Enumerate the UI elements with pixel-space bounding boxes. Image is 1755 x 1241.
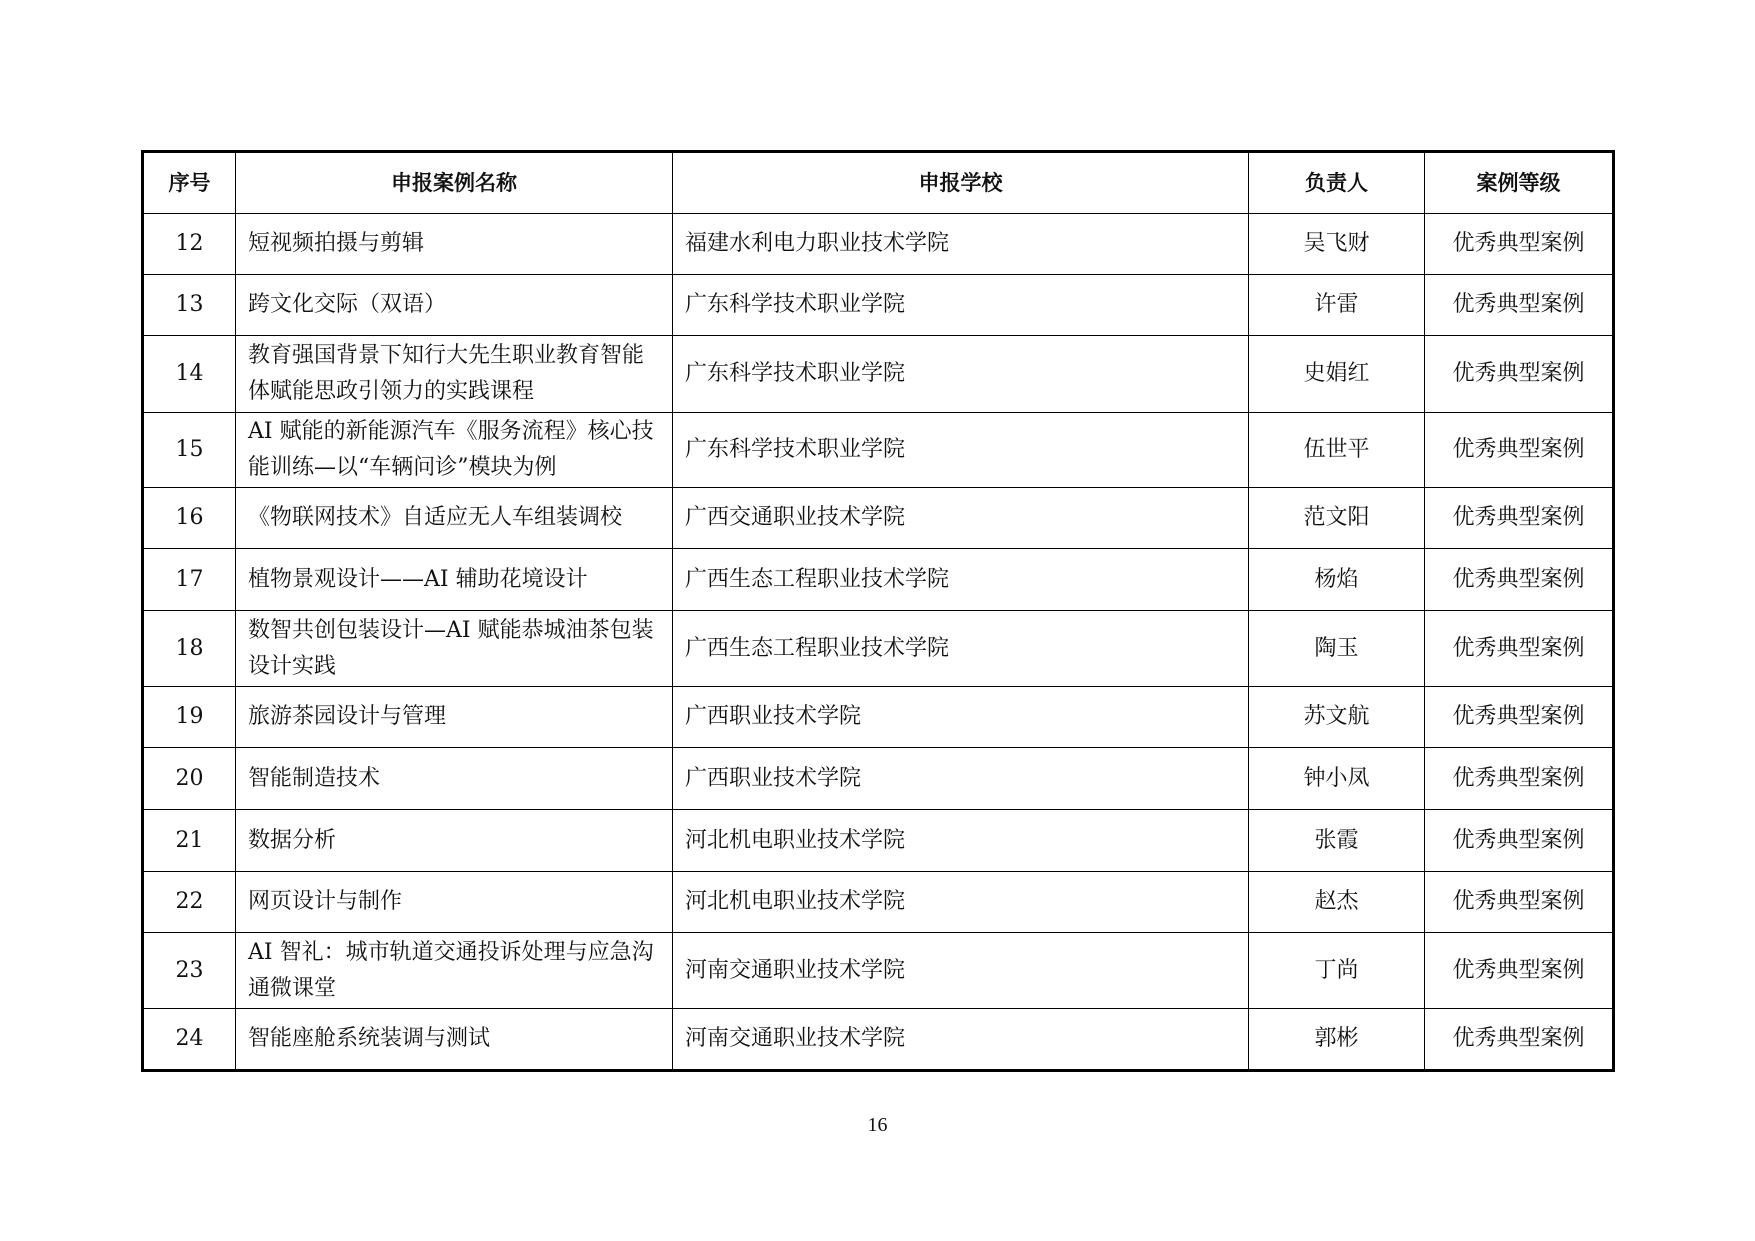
case-name: 《物联网技术》自适应无人车组装调校 [236, 488, 673, 549]
header-school: 申报学校 [673, 152, 1249, 214]
row-number: 14 [143, 336, 236, 413]
lead-person: 苏文航 [1249, 687, 1425, 748]
case-name: 智能座舱系统装调与测试 [236, 1009, 673, 1071]
table-row [143, 687, 1614, 748]
row-number: 13 [143, 275, 236, 336]
row-number: 19 [143, 687, 236, 748]
header-lead: 负责人 [1249, 152, 1425, 214]
table-row [143, 933, 1614, 1009]
school-name: 广东科学技术职业学院 [673, 336, 1249, 413]
case-level: 优秀典型案例 [1425, 214, 1614, 275]
table-row [143, 1009, 1614, 1071]
header-level: 案例等级 [1425, 152, 1614, 214]
lead-person: 郭彬 [1249, 1009, 1425, 1071]
row-number: 12 [143, 214, 236, 275]
school-name: 广西职业技术学院 [673, 687, 1249, 748]
school-name: 广西生态工程职业技术学院 [673, 611, 1249, 687]
case-level: 优秀典型案例 [1425, 810, 1614, 872]
lead-person: 赵杰 [1249, 872, 1425, 933]
case-name: 短视频拍摄与剪辑 [236, 214, 673, 275]
case-name: 旅游茶园设计与管理 [236, 687, 673, 748]
case-level: 优秀典型案例 [1425, 933, 1614, 1009]
lead-person: 许雷 [1249, 275, 1425, 336]
table-row [143, 413, 1614, 488]
case-level: 优秀典型案例 [1425, 687, 1614, 748]
case-level: 优秀典型案例 [1425, 549, 1614, 611]
header-case-name: 申报案例名称 [236, 152, 673, 214]
lead-person: 吴飞财 [1249, 214, 1425, 275]
case-name: 数智共创包装设计—AI 赋能恭城油茶包装设计实践 [236, 611, 673, 687]
case-level: 优秀典型案例 [1425, 413, 1614, 488]
case-name: 数据分析 [236, 810, 673, 872]
case-level: 优秀典型案例 [1425, 748, 1614, 810]
school-name: 广西生态工程职业技术学院 [673, 549, 1249, 611]
school-name: 广东科学技术职业学院 [673, 413, 1249, 488]
row-number: 23 [143, 933, 236, 1009]
table-row [143, 810, 1614, 872]
school-name: 福建水利电力职业技术学院 [673, 214, 1249, 275]
case-level: 优秀典型案例 [1425, 872, 1614, 933]
case-name: 跨文化交际（双语） [236, 275, 673, 336]
header-no: 序号 [143, 152, 236, 214]
school-name: 广西职业技术学院 [673, 748, 1249, 810]
school-name: 河南交通职业技术学院 [673, 933, 1249, 1009]
lead-person: 丁尚 [1249, 933, 1425, 1009]
lead-person: 陶玉 [1249, 611, 1425, 687]
lead-person: 范文阳 [1249, 488, 1425, 549]
table-row [143, 872, 1614, 933]
lead-person: 杨焰 [1249, 549, 1425, 611]
row-number: 15 [143, 413, 236, 488]
case-name: 网页设计与制作 [236, 872, 673, 933]
case-level: 优秀典型案例 [1425, 611, 1614, 687]
school-name: 河北机电职业技术学院 [673, 810, 1249, 872]
page-number: 16 [867, 1114, 888, 1136]
case-level: 优秀典型案例 [1425, 488, 1614, 549]
row-number: 21 [143, 810, 236, 872]
table-header-row [143, 152, 1614, 214]
case-level: 优秀典型案例 [1425, 1009, 1614, 1071]
table-row [143, 488, 1614, 549]
row-number: 24 [143, 1009, 236, 1071]
row-number: 18 [143, 611, 236, 687]
school-name: 广东科学技术职业学院 [673, 275, 1249, 336]
table-row [143, 214, 1614, 275]
table-row [143, 549, 1614, 611]
row-number: 17 [143, 549, 236, 611]
school-name: 广西交通职业技术学院 [673, 488, 1249, 549]
lead-person: 钟小凤 [1249, 748, 1425, 810]
case-name: 智能制造技术 [236, 748, 673, 810]
case-level: 优秀典型案例 [1425, 275, 1614, 336]
school-name: 河南交通职业技术学院 [673, 1009, 1249, 1071]
case-level: 优秀典型案例 [1425, 336, 1614, 413]
table-row [143, 611, 1614, 687]
lead-person: 史娟红 [1249, 336, 1425, 413]
table-row [143, 336, 1614, 413]
school-name: 河北机电职业技术学院 [673, 872, 1249, 933]
case-name: AI 赋能的新能源汽车《服务流程》核心技能训练—以“车辆问诊”模块为例 [236, 413, 673, 488]
row-number: 22 [143, 872, 236, 933]
case-name: AI 智礼：城市轨道交通投诉处理与应急沟通微课堂 [236, 933, 673, 1009]
case-list-table [141, 150, 1615, 1072]
table-row [143, 275, 1614, 336]
table-row [143, 748, 1614, 810]
case-name: 植物景观设计——AI 辅助花境设计 [236, 549, 673, 611]
case-name: 教育强国背景下知行大先生职业教育智能体赋能思政引领力的实践课程 [236, 336, 673, 413]
row-number: 20 [143, 748, 236, 810]
lead-person: 伍世平 [1249, 413, 1425, 488]
lead-person: 张霞 [1249, 810, 1425, 872]
row-number: 16 [143, 488, 236, 549]
